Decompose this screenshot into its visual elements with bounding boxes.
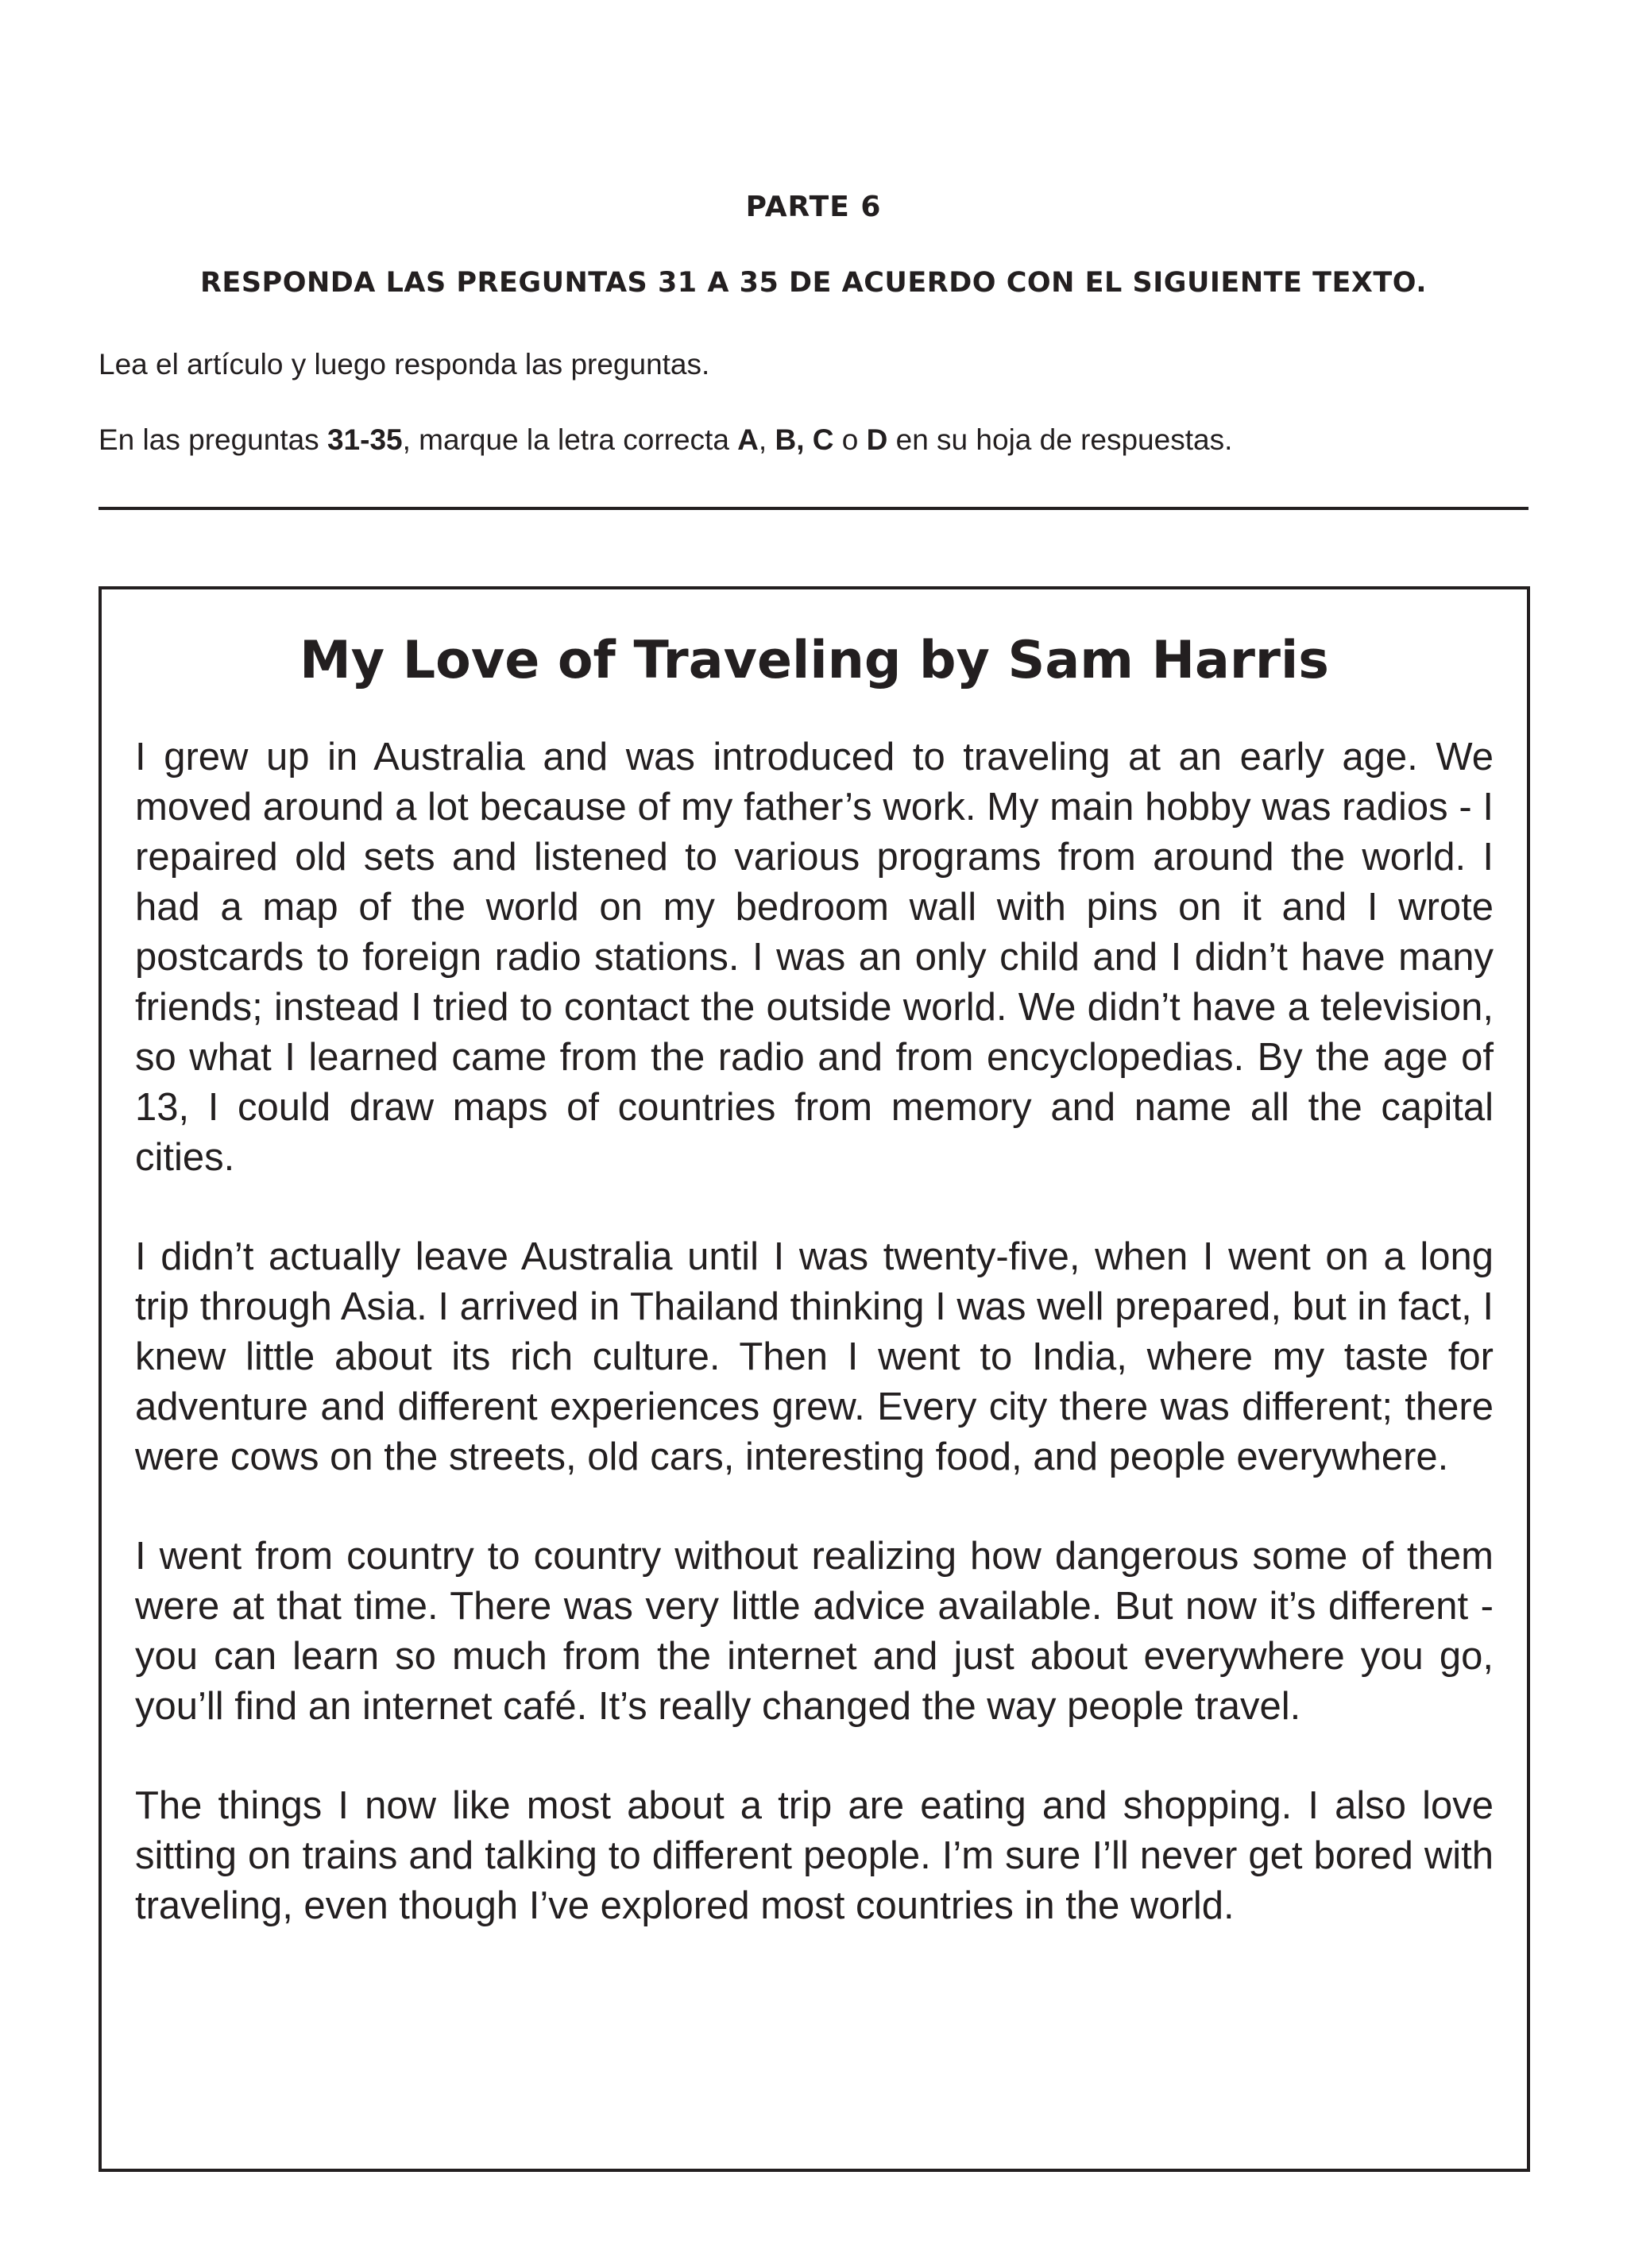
divider-line	[99, 507, 1528, 510]
article-paragraph-4: The things I now like most about a trip are eating and shopping. I also love sitting on trains and talking to different people. I’m sure I’ll never get bored with traveling, even though I’ve explored most countries in the world.	[135, 1784, 1494, 1927]
separator-or: o	[833, 423, 867, 456]
separator-comma: ,	[758, 423, 775, 456]
option-a: A	[737, 423, 759, 456]
article-title: My Love of Traveling by Sam Harris	[300, 631, 1329, 690]
instruction-heading: RESPONDA LAS PREGUNTAS 31 A 35 DE ACUERDO CON EL SIGUIENTE TEXTO.	[199, 267, 1427, 299]
instruction-mark-answer	[99, 423, 1232, 457]
article-paragraph-2: I didn’t actually leave Australia until I was twenty-five, when I went on a long trip through Asia. I arrived in Thailand thinking I was well prepared, but in fact, I knew little about its rich culture. Then I went to India, where my taste for adventure and different experiences grew. Every city there was different; there were cows on the streets, old cars, interesting food, and people everywhere.	[135, 1235, 1494, 1478]
instruction-suffix: en su hoja de respuestas.	[887, 423, 1233, 456]
part-title: PARTE 6	[745, 191, 882, 223]
instruction-read-article: Lea el artículo y luego responda las preguntas.	[99, 348, 710, 381]
article-box	[99, 586, 1530, 2172]
option-b-c: B, C	[775, 423, 834, 456]
option-d: D	[866, 423, 888, 456]
question-range: 31-35	[327, 423, 403, 456]
instruction-middle: , marque la letra correcta	[402, 423, 738, 456]
article-paragraph-3: I went from country to country without realizing how dangerous some of them were at that time. There was very little advice available. But now it’s different - you can learn so much from the internet and just about everywhere you go, you’ll find an internet café. It’s really changed the way people travel.	[135, 1535, 1494, 1728]
instruction-prefix: En las preguntas	[99, 423, 327, 456]
article-body	[135, 732, 1494, 1980]
article-paragraph-1: I grew up in Australia and was introduced to traveling at an early age. We moved around a lot because of my father’s work. My main hobby was radios - I repaired old sets and listened to various programs from around the world. I had a map of the world on my bedroom wall with pins on it and I wrote postcards to foreign radio stations. I was an only child and I didn’t have many friends; instead I tried to contact the outside world. We didn’t have a television, so what I learned came from the radio and from encyclopedias. By the age of 13, I could draw maps of countries from memory and name all the capital cities.	[135, 736, 1494, 1179]
